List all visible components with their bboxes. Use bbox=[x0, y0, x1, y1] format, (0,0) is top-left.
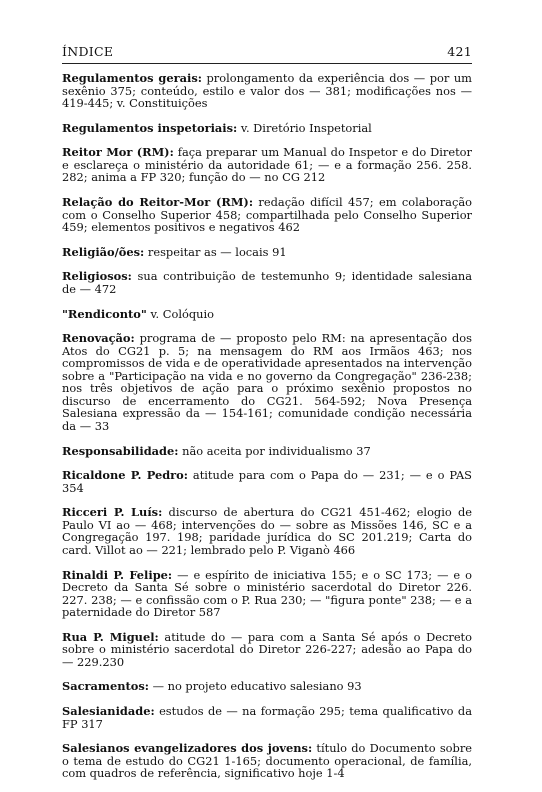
entry-text: programa de — proposto pelo RM: na apresentação dos Atos do CG21 p. 5; na mensagem do RM aos Irmãos 463; nos compromissos de vida e de operatividade apresentados na intervenção sobre a "Participação na vida e no governo da Congregação" 236-238; nos três objetivos de ação para o próximo sexênio propostos no discurso de encerramento do CG21. 564-592; Nova Presença Salesiana expressão da — 154-161; comunidade condição necessária da — 33 bbox=[62, 331, 472, 433]
entry-term: Ricceri P. Luís: bbox=[62, 505, 163, 520]
entry-term: Regulamentos gerais: bbox=[62, 71, 202, 85]
index-entry bbox=[62, 680, 472, 693]
index-entry bbox=[62, 569, 472, 619]
index-entry bbox=[62, 631, 472, 669]
page-number: 421 bbox=[447, 44, 472, 59]
entry-term: Responsabilidade: bbox=[62, 443, 179, 458]
index-entry bbox=[62, 469, 472, 494]
running-title: ÍNDICE bbox=[62, 44, 114, 59]
entry-term: Regulamentos inspetoriais: bbox=[62, 120, 238, 135]
entry-text: prolongamento da experiência dos — por um sexênio 375; conteúdo, estilo e valor dos — 381; modificações nos — 419-445; v. Constituições bbox=[62, 71, 472, 110]
page-header bbox=[62, 44, 472, 59]
entry-text: atitude para com o Papa do — 231; — e o PAS 354 bbox=[62, 468, 472, 495]
entry-term: "Rendiconto" bbox=[62, 306, 147, 321]
index-entries bbox=[62, 72, 472, 792]
index-entry bbox=[62, 308, 472, 321]
entry-term: Ricaldone P. Pedro: bbox=[62, 468, 188, 483]
index-entry bbox=[62, 246, 472, 259]
index-entry bbox=[62, 742, 472, 780]
entry-text: faça preparar um Manual do Inspetor e do Diretor e esclareça o ministério da autoridade 61; — e a formação 256. 258. 282; anima a FP 320; função do — no CG 212 bbox=[62, 145, 472, 185]
entry-text: respeitar as — locais 91 bbox=[144, 244, 287, 259]
entry-text: não aceita por individualismo 37 bbox=[178, 443, 371, 458]
entry-term: Salesianos evangelizadores dos jovens: bbox=[62, 741, 313, 756]
index-entry bbox=[62, 270, 472, 295]
entry-text: atitude do — para com a Santa Sé após o Decreto sobre o ministério sacerdotal do Diretor 226-227; adesão ao Papa do — 229.230 bbox=[62, 629, 472, 669]
entry-text: estudos de — na formação 295; tema qualificativo da FP 317 bbox=[62, 704, 472, 731]
entry-term: Salesianidade: bbox=[62, 704, 155, 719]
index-entry bbox=[62, 445, 472, 458]
header-rule bbox=[62, 63, 472, 64]
entry-text: v. Diretório Inspetorial bbox=[237, 120, 372, 135]
index-entry bbox=[62, 122, 472, 135]
entry-text: discurso de abertura do CG21 451-462; elogio de Paulo VI ao — 468; intervenções do — sobre as Missões 146, SC e a Congregação 197. 198; paridade jurídica do SC 201.219; Carta do card. Villot ao — 221; lembrado pelo P. Viganò 466 bbox=[62, 505, 472, 557]
entry-term: Reitor Mor (RM): bbox=[62, 145, 174, 160]
entry-text: título do Documento sobre o tema de estudo do CG21 1-165; documento operacional, de família, com quadros de referência, significativo hoje 1-4 bbox=[62, 741, 473, 781]
entry-term: Rinaldi P. Felipe: bbox=[62, 567, 173, 582]
index-entry bbox=[62, 146, 472, 184]
entry-text: — e espírito de iniciativa 155; e o SC 173; — e o Decreto da Santa Sé sobre o ministério sacerdotal do Diretor 226. 227. 238; — e confissão com o P. Rua 230; — "figura ponte" 238; — e a paternidade do Diretor 587 bbox=[62, 567, 472, 620]
index-entry bbox=[62, 705, 472, 730]
entry-term: Religião/ões: bbox=[62, 244, 145, 259]
index-entry bbox=[62, 72, 472, 110]
index-entry bbox=[62, 506, 472, 556]
index-entry bbox=[62, 332, 472, 432]
entry-term: Religiosos: bbox=[62, 269, 132, 284]
entry-text: redação difícil 457; em colaboração com o Conselho Superior 458; compartilhada pelo Conselho Superior 459; elementos positivos e negativos 462 bbox=[62, 195, 472, 235]
entry-text: — no projeto educativo salesiano 93 bbox=[148, 679, 362, 694]
entry-term: Rua P. Miguel: bbox=[62, 629, 159, 644]
entry-text: sua contribuição de testemunho 9; identidade salesiana de — 472 bbox=[62, 269, 472, 296]
entry-term: Relação do Reitor-Mor (RM): bbox=[62, 195, 254, 210]
index-entry bbox=[62, 196, 472, 234]
entry-text: v. Colóquio bbox=[146, 306, 214, 321]
entry-term: Renovação: bbox=[62, 331, 135, 346]
entry-term: Sacramentos: bbox=[62, 679, 149, 694]
